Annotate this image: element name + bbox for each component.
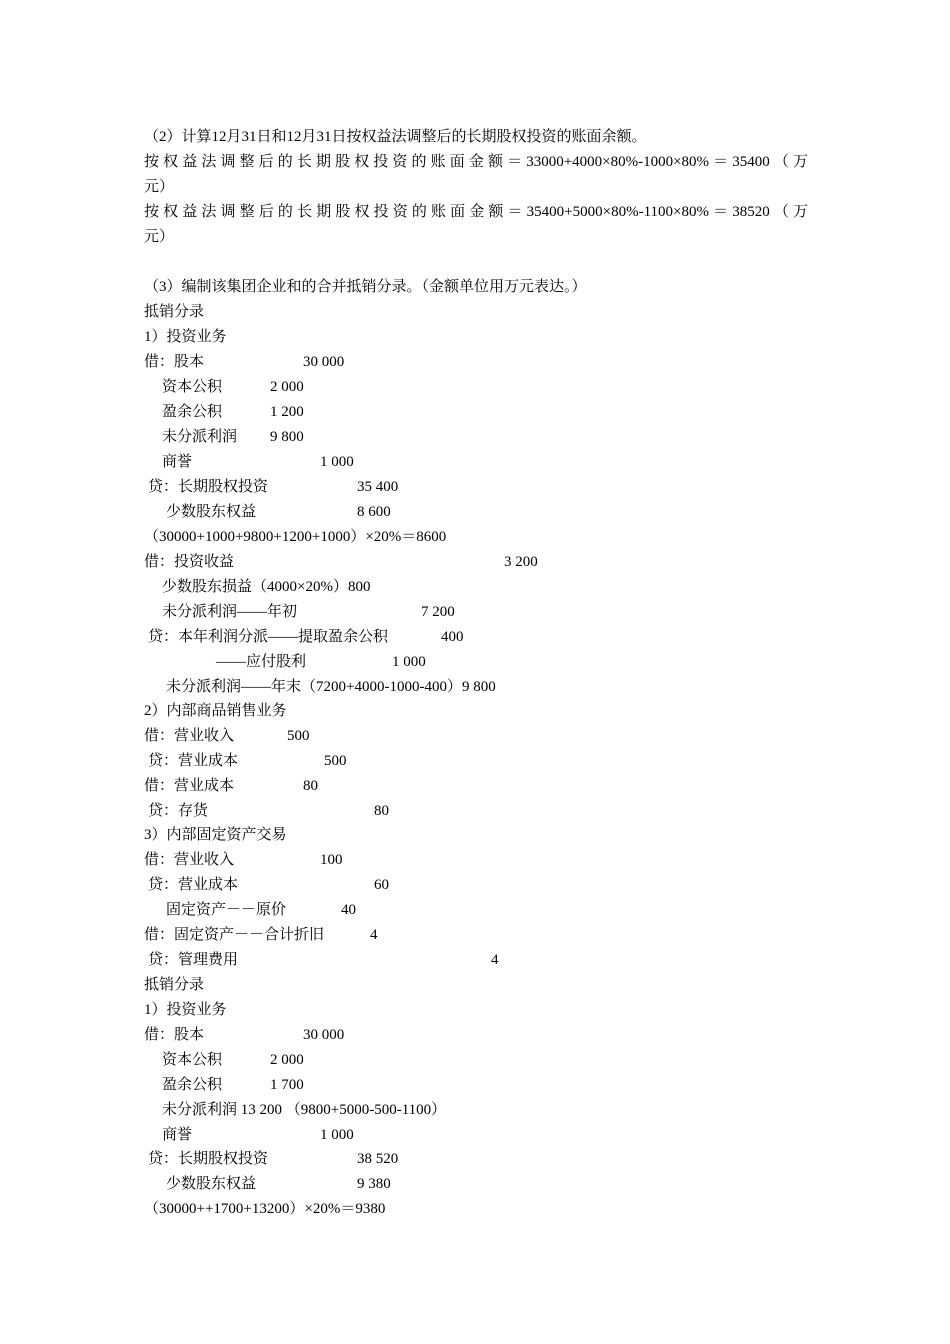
e1-cr-surplus-alloc: 贷：本年利润分派——提取盈余公积	[148, 629, 389, 645]
e1-surplus-reserve: 盈余公积	[162, 404, 223, 420]
entries1-sales-title: 2）内部商品销售业务	[144, 703, 287, 719]
e1-dr-share: 借：股本	[144, 354, 205, 370]
e1-dividend-payable: ——应付股利	[216, 654, 307, 670]
e2-cr-lt-invest-amount: 38 520	[357, 1151, 399, 1167]
e1-dr-fa-dep: 借：固定资产－－合计折旧	[144, 927, 325, 943]
e1-fa-cost: 固定资产－－原价	[166, 902, 287, 918]
e1-undistributed-amount: 9 800	[270, 429, 304, 445]
e1-cr-cost: 贷：营业成本	[148, 753, 239, 769]
e1-undist-end: 未分派利润——年末（7200+4000-1000-400）9 800	[166, 679, 496, 695]
e1-cr-inventory-amount: 80	[374, 803, 389, 819]
e1-capital-reserve: 资本公积	[162, 379, 223, 395]
e1-cr-admin: 贷：管理费用	[148, 952, 239, 968]
e2-capital-reserve-amount: 2 000	[270, 1052, 304, 1068]
entries2-title: 抵销分录	[144, 977, 205, 993]
e1-minority-equity: 少数股东权益	[166, 504, 257, 520]
e2-goodwill-amount: 1 000	[320, 1127, 354, 1143]
calc2-line1: 按权益法调整后的长期股权投资的账面金额＝35400+5000×80%-1100×80%＝38520（万	[144, 204, 808, 220]
e1-undistributed: 未分派利润	[162, 429, 238, 445]
e1-cr-lt-invest: 贷：长期股权投资	[148, 479, 269, 495]
e2-dr-share-amount: 30 000	[303, 1027, 345, 1043]
e1-cr-surplus-alloc-amount: 400	[441, 629, 464, 645]
entries1-title: 抵销分录	[144, 304, 205, 320]
e2-dr-share: 借：股本	[144, 1027, 205, 1043]
e2-capital-reserve: 资本公积	[162, 1052, 223, 1068]
e1-undist-begin-amount: 7 200	[421, 604, 455, 620]
e1-dr-invest-income: 借：投资收益	[144, 554, 235, 570]
e1-dr-revenue: 借：营业收入	[144, 728, 235, 744]
e1-cr-cost2-amount: 60	[374, 877, 389, 893]
e1-goodwill-amount: 1 000	[320, 454, 354, 470]
calc1-line2: 元）	[144, 179, 175, 195]
e2-surplus-reserve-amount: 1 700	[270, 1077, 304, 1093]
e1-dividend-payable-amount: 1 000	[392, 654, 426, 670]
calc2-line2: 元）	[144, 229, 175, 245]
e1-dr-revenue2-amount: 100	[320, 852, 343, 868]
entries1-invest-title: 1）投资业务	[144, 329, 227, 345]
e1-dr-fa-dep-amount: 4	[370, 927, 378, 943]
e2-surplus-reserve: 盈余公积	[162, 1077, 223, 1093]
e1-dr-cost: 借：营业成本	[144, 778, 235, 794]
e1-minority-equity-amount: 8 600	[357, 504, 391, 520]
e1-minority-calc: （30000+1000+9800+1200+1000）×20%＝8600	[144, 529, 447, 545]
e1-minority-pl: 少数股东损益（4000×20%）800	[162, 579, 371, 595]
section3-heading: （3）编制该集团企业和的合并抵销分录。（金额单位用万元表达。）	[144, 279, 587, 295]
entries2-invest-title: 1）投资业务	[144, 1002, 227, 1018]
e1-fa-cost-amount: 40	[341, 902, 356, 918]
e1-dr-invest-income-amount: 3 200	[504, 554, 538, 570]
e2-undistributed: 未分派利润 13 200 （9800+5000-500-1100）	[162, 1102, 447, 1118]
e2-goodwill: 商誉	[162, 1127, 193, 1143]
e1-dr-cost-amount: 80	[303, 778, 318, 794]
entries1-fa-title: 3）内部固定资产交易	[144, 827, 287, 843]
e1-capital-reserve-amount: 2 000	[270, 379, 304, 395]
e1-cr-cost2: 贷：营业成本	[148, 877, 239, 893]
e1-dr-share-amount: 30 000	[303, 354, 345, 370]
e1-cr-inventory: 贷：存货	[148, 803, 209, 819]
e2-minority-calc: （30000++1700+13200）×20%＝9380	[144, 1201, 386, 1217]
e1-cr-cost-amount: 500	[324, 753, 347, 769]
e2-minority-equity: 少数股东权益	[166, 1176, 257, 1192]
calc1-line1: 按权益法调整后的长期股权投资的账面金额＝33000+4000×80%-1000×80%＝35400（万	[144, 154, 808, 170]
e1-cr-lt-invest-amount: 35 400	[357, 479, 399, 495]
section2-heading: （2）计算12月31日和12月31日按权益法调整后的长期股权投资的账面余额。	[144, 129, 647, 145]
e1-dr-revenue2: 借：营业收入	[144, 852, 235, 868]
e1-undist-begin: 未分派利润——年初	[162, 604, 298, 620]
e1-surplus-reserve-amount: 1 200	[270, 404, 304, 420]
e1-dr-revenue-amount: 500	[287, 728, 310, 744]
e1-goodwill: 商誉	[162, 454, 193, 470]
e2-minority-equity-amount: 9 380	[357, 1176, 391, 1192]
e1-cr-admin-amount: 4	[491, 952, 499, 968]
e2-cr-lt-invest: 贷：长期股权投资	[148, 1151, 269, 1167]
